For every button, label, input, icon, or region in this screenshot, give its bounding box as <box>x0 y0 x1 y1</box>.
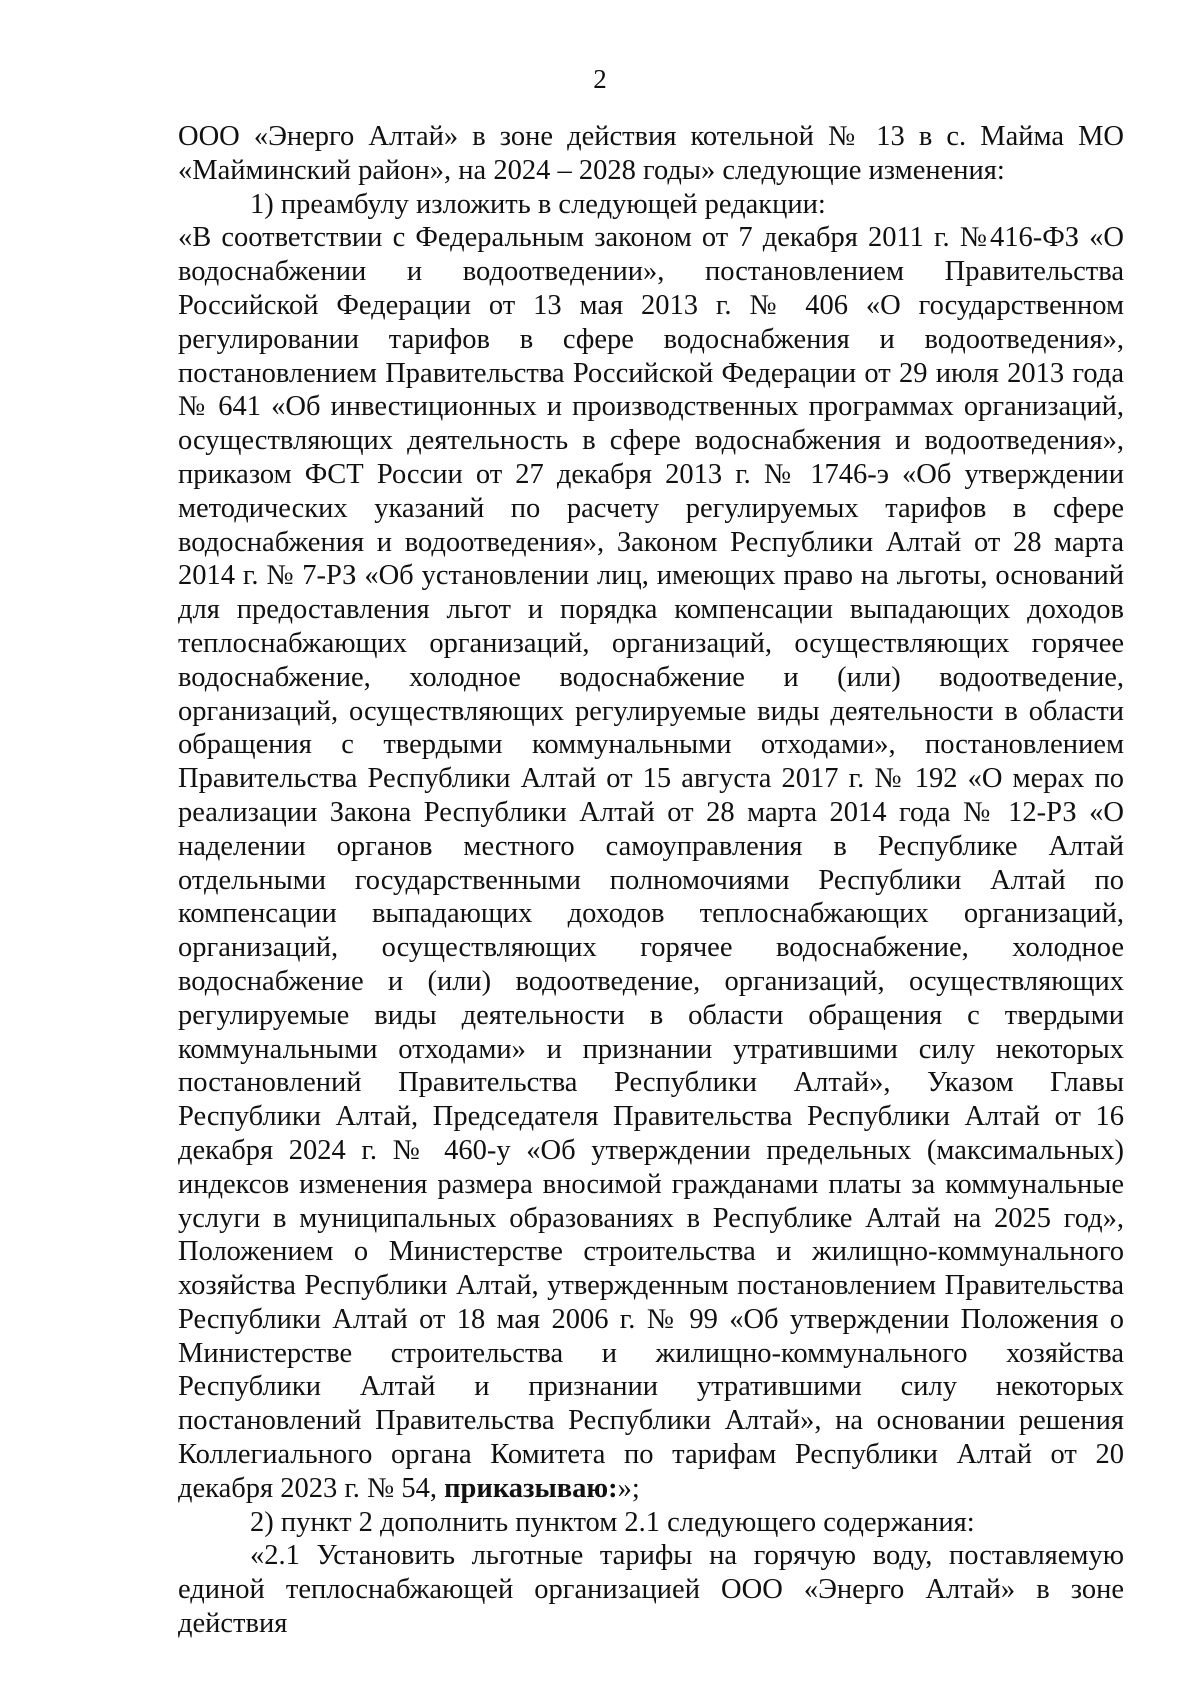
paragraph-item-2: 2) пункт 2 дополнить пунктом 2.1 следующего содержания: <box>250 1506 975 1538</box>
paragraph-preamble <box>178 221 1124 1505</box>
paragraph-item-2-1: «2.1 Установить льготные тарифы на горячую воду, поставляемую единой теплоснабжающей организацией ООО «Энерго Алтай» в зоне действия <box>178 1540 1124 1640</box>
document-body <box>178 120 1124 1641</box>
paragraph-continuation: ООО «Энерго Алтай» в зоне действия котельной № 13 в с. Майма МО «Майминский район», на 2024 – 2028 годы» следующие изменения: <box>178 121 1124 186</box>
preamble-text: «В соответствии с Федеральным законом от 7 декабря 2011 г. №416-ФЗ «О водоснабжении и водоотведении», постановлением Правительства Российской Федерации от 13 мая 2013 г. № 406 «О государственном регулировании тарифов в сфере водоснабжения и водоотведения», постановлением Правительства Российской Федерации от 29 июля 2013 года № 641 «Об инвестиционных и производственных программах организаций, осуществляющих деятельность в сфере водоснабжения и водоотведения», приказом ФСТ России от 27 декабря 2013 г. № 1746-э «Об утверждении методических указаний по расчету регулируемых тарифов в сфере водоснабжения и водоотведения», Законом Республики Алтай от 28 марта 2014 г. № 7-РЗ «Об установлении лиц, имеющих право на льготы, оснований для предоставления льгот и порядка компенсации выпадающих доходов теплоснабжающих организаций, организаций, осуществляющих горячее водоснабжение, холодное водоснабжение и (или) водоотведение, организаций, осуществляющих регулируемые виды деятельности в области обращения с твердыми коммунальными отходами», постановлением Правительства Республики Алтай от 15 августа 2017 г. № 192 «О мерах по реализации Закона Республики Алтай от 28 марта 2014 года № 12-РЗ «О наделении органов местного самоуправления в Республике Алтай отдельными государственными полномочиями Республики Алтай по компенсации выпадающих доходов теплоснабжающих организаций, организаций, осуществляющих горячее водоснабжение, холодное водоснабжение и (или) водоотведение, организаций, осуществляющих регулируемые виды деятельности в области обращения с твердыми коммунальными отходами» и признании утратившими силу некоторых постановлений Правительства Республики Алтай», Указом Главы Республики Алтай, Председателя Правительства Республики Алтай от 16 декабря 2024 г. № 460-у «Об утверждении предельных (максимальных) индексов изменения размера вносимой гражданами платы за коммунальные услуги в муниципальных образованиях в Республике Алтай на 2025 год», Положением о Министерстве строительства и жилищно-коммунального хозяйства Республики Алтай, утвержденным постановлением Правительства Республики Алтай от 18 мая 2006 г. № 99 «Об утверждении Положения о Министерстве строительства и жилищно-коммунального хозяйства Республики Алтай и признании утратившими силу некоторых постановлений Правительства Республики Алтай», на основании решения Коллегиального органа Комитета по тарифам Республики Алтай от 20 декабря 2023 г. № 54, <box>178 222 1124 1504</box>
preamble-closing: »; <box>617 1472 640 1504</box>
page-number: 2 <box>593 64 607 94</box>
preamble-order-word: приказываю: <box>444 1472 618 1504</box>
paragraph-item-1: 1) преамбулу изложить в следующей редакции: <box>250 188 826 220</box>
